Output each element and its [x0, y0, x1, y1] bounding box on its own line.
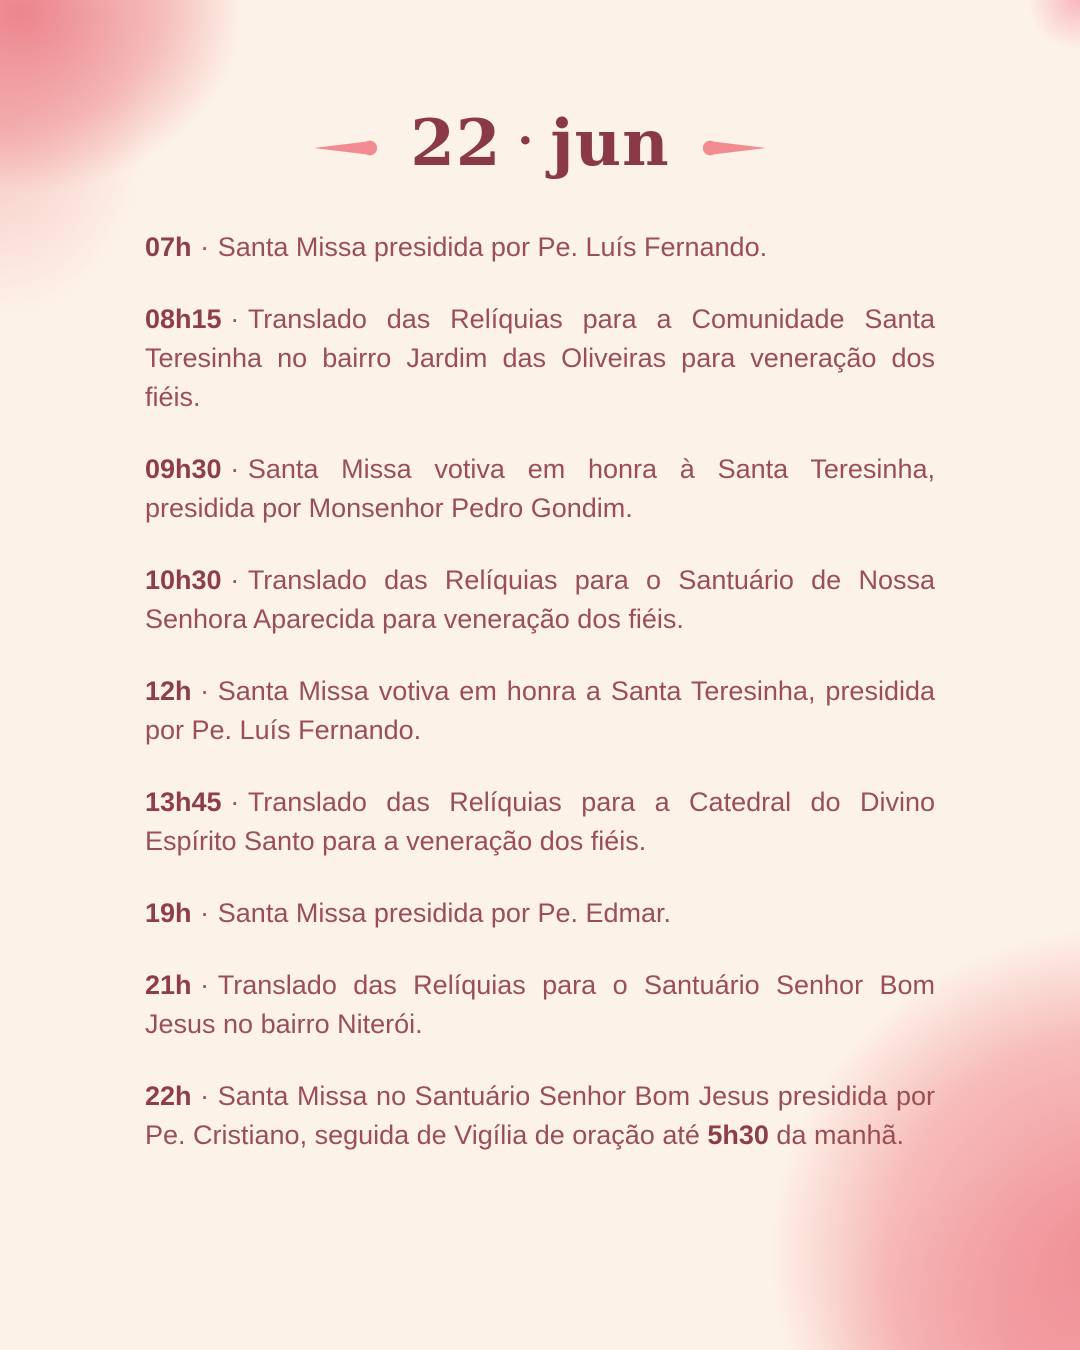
schedule-entry	[145, 228, 935, 267]
entry-text-part: Santa Missa presidida por Pe. Luís Fernando.	[217, 232, 768, 262]
schedule-entry	[145, 672, 935, 750]
entry-text	[145, 1081, 935, 1150]
entry-separator: ·	[200, 898, 210, 928]
schedule-list	[145, 228, 935, 1155]
entry-separator: ·	[230, 304, 240, 334]
entry-separator: ·	[200, 970, 210, 1000]
entry-text-part: Santa Missa votiva em honra a Santa Teresinha, presidida por Pe. Luís Fernando.	[145, 676, 935, 745]
entry-separator: ·	[230, 787, 240, 817]
entry-text-bold: 5h30	[707, 1120, 769, 1150]
entry-time: 12h	[145, 676, 192, 706]
schedule-entry	[145, 450, 935, 528]
schedule-entry	[145, 894, 935, 933]
entry-separator: ·	[200, 676, 210, 706]
entry-separator: ·	[200, 232, 210, 262]
entry-text-part: Santa Missa presidida por Pe. Edmar.	[217, 898, 672, 928]
entry-time: 08h15	[145, 304, 222, 334]
entry-text	[145, 304, 935, 412]
entry-time: 22h	[145, 1081, 192, 1111]
date-header	[0, 106, 1080, 181]
schedule-entry	[145, 1077, 935, 1155]
entry-separator: ·	[200, 1081, 210, 1111]
entry-time: 13h45	[145, 787, 222, 817]
entry-text-part: da manhã.	[768, 1120, 904, 1150]
entry-text	[145, 676, 935, 745]
schedule-entry	[145, 966, 935, 1044]
schedule-entry	[145, 300, 935, 417]
entry-text	[145, 454, 935, 523]
entry-time: 21h	[145, 970, 192, 1000]
date-title	[410, 106, 670, 181]
entry-time: 10h30	[145, 565, 222, 595]
entry-text	[218, 898, 671, 928]
entry-text-part: Translado das Relíquias para a Catedral do Divino Espírito Santo para a veneração dos fiéis.	[145, 787, 935, 856]
entry-text-part: Santa Missa no Santuário Senhor Bom Jesus presidida por Pe. Cristiano, seguida de Vigília de oração até	[145, 1081, 935, 1150]
entry-time: 19h	[145, 898, 192, 928]
date-title-separator: ·	[517, 113, 535, 167]
entry-text	[145, 970, 935, 1039]
schedule-entry	[145, 783, 935, 861]
left-dash-icon	[314, 140, 384, 156]
schedule-entry	[145, 561, 935, 639]
entry-separator: ·	[230, 454, 240, 484]
date-day: 22	[410, 106, 502, 181]
entry-time: 07h	[145, 232, 192, 262]
entry-separator: ·	[230, 565, 240, 595]
entry-text-part: Santa Missa votiva em honra à Santa Teresinha, presidida por Monsenhor Pedro Gondim.	[145, 454, 935, 523]
date-month: jun	[550, 106, 670, 181]
entry-time: 09h30	[145, 454, 222, 484]
entry-text-part: Translado das Relíquias para a Comunidade Santa Teresinha no bairro Jardim das Oliveiras para veneração dos fiéis.	[145, 304, 935, 412]
right-dash-icon	[696, 140, 766, 156]
entry-text-part: Translado das Relíquias para o Santuário de Nossa Senhora Aparecida para veneração dos fiéis.	[145, 565, 935, 634]
entry-text-part: Translado das Relíquias para o Santuário Senhor Bom Jesus no bairro Niterói.	[145, 970, 935, 1039]
entry-text	[145, 787, 935, 856]
entry-text	[145, 565, 935, 634]
entry-text	[218, 232, 767, 262]
